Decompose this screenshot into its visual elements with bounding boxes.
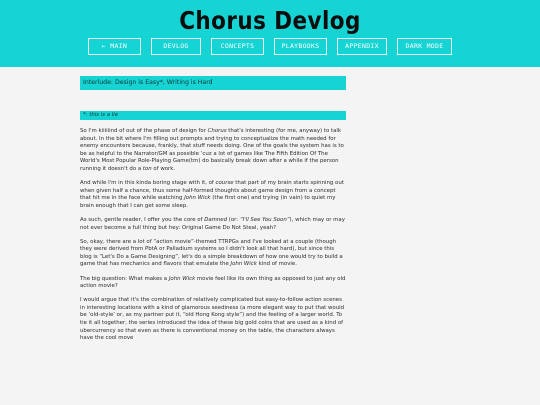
post-paragraph	[80, 217, 346, 232]
body-text: movie feel like its own thing as opposed to just any old action movie?	[80, 275, 346, 290]
body-text: As such, gentle reader, I offer you the core of	[80, 216, 205, 223]
body-text: ), which may or may not ever become a full thing but hey: Original Game Do Not Steal, yeah?	[80, 216, 345, 231]
emphasis-text: Chorus	[207, 128, 227, 134]
body-text: of work.	[151, 165, 176, 172]
body-text: I would argue that it's the combination of relatively complicated but easy-to-follow action scenes in interesting locations with a kind of glamorous seediness (a more elegant way to put that would be ‘old-style’ or, as my partner put it, “old Hong Kong style”) and the feeling of a larger world. To tie it all together, the series introduced the idea of these big gold coins that are used as a kind of ubercurrency so that even as there is conventional money on the table, the characters always have the cool move	[80, 297, 345, 342]
emphasis-text: ton	[142, 165, 152, 172]
site-title: Chorus Devlog	[179, 6, 361, 35]
body-text: kind of movie.	[256, 261, 297, 268]
post-paragraph	[80, 180, 346, 210]
post-paragraph	[80, 276, 346, 291]
post-subtitle	[80, 111, 346, 120]
emphasis-text: John Wick	[184, 195, 211, 202]
nav-appendix-button[interactable]: APPENDIX	[337, 38, 387, 55]
emphasis-text: John Wick	[230, 261, 257, 268]
body-text: So, okay, there are a lot of “action movie”-themed TTRPGs and I've looked at a couple (though they were derived from PbtA or Palladium systems so I didn't look all that hard), but since this blog is “Let's Do a Game Designing”, let's do a simple breakdown of how one would try to build a game that has mechanics and flavors that emulate the	[80, 238, 343, 268]
nav-playbooks-button[interactable]: PLAYBOOKS	[274, 38, 327, 55]
dark-mode-toggle[interactable]: DARK MODE	[397, 38, 452, 55]
post-subtitle-text: *: this is a lie	[83, 112, 119, 118]
post-title: Interlude: Design is Easy*, Writing is Hard	[80, 76, 346, 90]
post-paragraph	[80, 239, 346, 269]
main-nav	[0, 38, 540, 55]
body-text: So I'm kiiiiiind of out of the phase of design for	[80, 128, 208, 134]
nav-concepts-button[interactable]: CONCEPTS	[211, 38, 264, 55]
body-text: that's interesting (for me, anyway) to talk about. In the bit where I'm filling out prompts and trying to conceptualize the math needed for enemy encounters because, frankly, that stuff needs doing. One of the goals the system has is to be as helpful to the Narrator/GM as possible ‘cuz a lot of games like The Fifth Edition Of The World's Most Popular Role-Playing Game(tm) do basically break down after a while if the person running it doesn't do a	[80, 128, 344, 172]
emphasis-text: “I'll See You Soon”	[239, 216, 290, 223]
post-paragraph	[80, 297, 346, 343]
body-text: (or:	[227, 216, 240, 223]
body-text: that part of my brain starts spinning out when given half a chance, thus some half-formed thoughts about game design from a concept that hit me in the face while watching	[80, 180, 344, 202]
emphasis-text: Damned	[204, 216, 228, 223]
post-paragraph	[80, 128, 346, 174]
body-text: (the first one) and trying (in vain) to quiet my brain enough that I can get some sleep.	[80, 195, 336, 209]
nav-main-button[interactable]: ← MAIN	[88, 38, 141, 55]
emphasis-text: course	[215, 180, 234, 187]
post-body	[80, 128, 346, 343]
post-content	[80, 76, 346, 349]
emphasis-text: John Wick	[168, 275, 196, 282]
body-text: And while I'm in this kinda boring stage with it, of	[80, 180, 216, 187]
body-text: The big question: What makes a	[80, 275, 169, 282]
site-header	[0, 0, 540, 67]
nav-devlog-button[interactable]: DEVLOG	[151, 38, 201, 55]
